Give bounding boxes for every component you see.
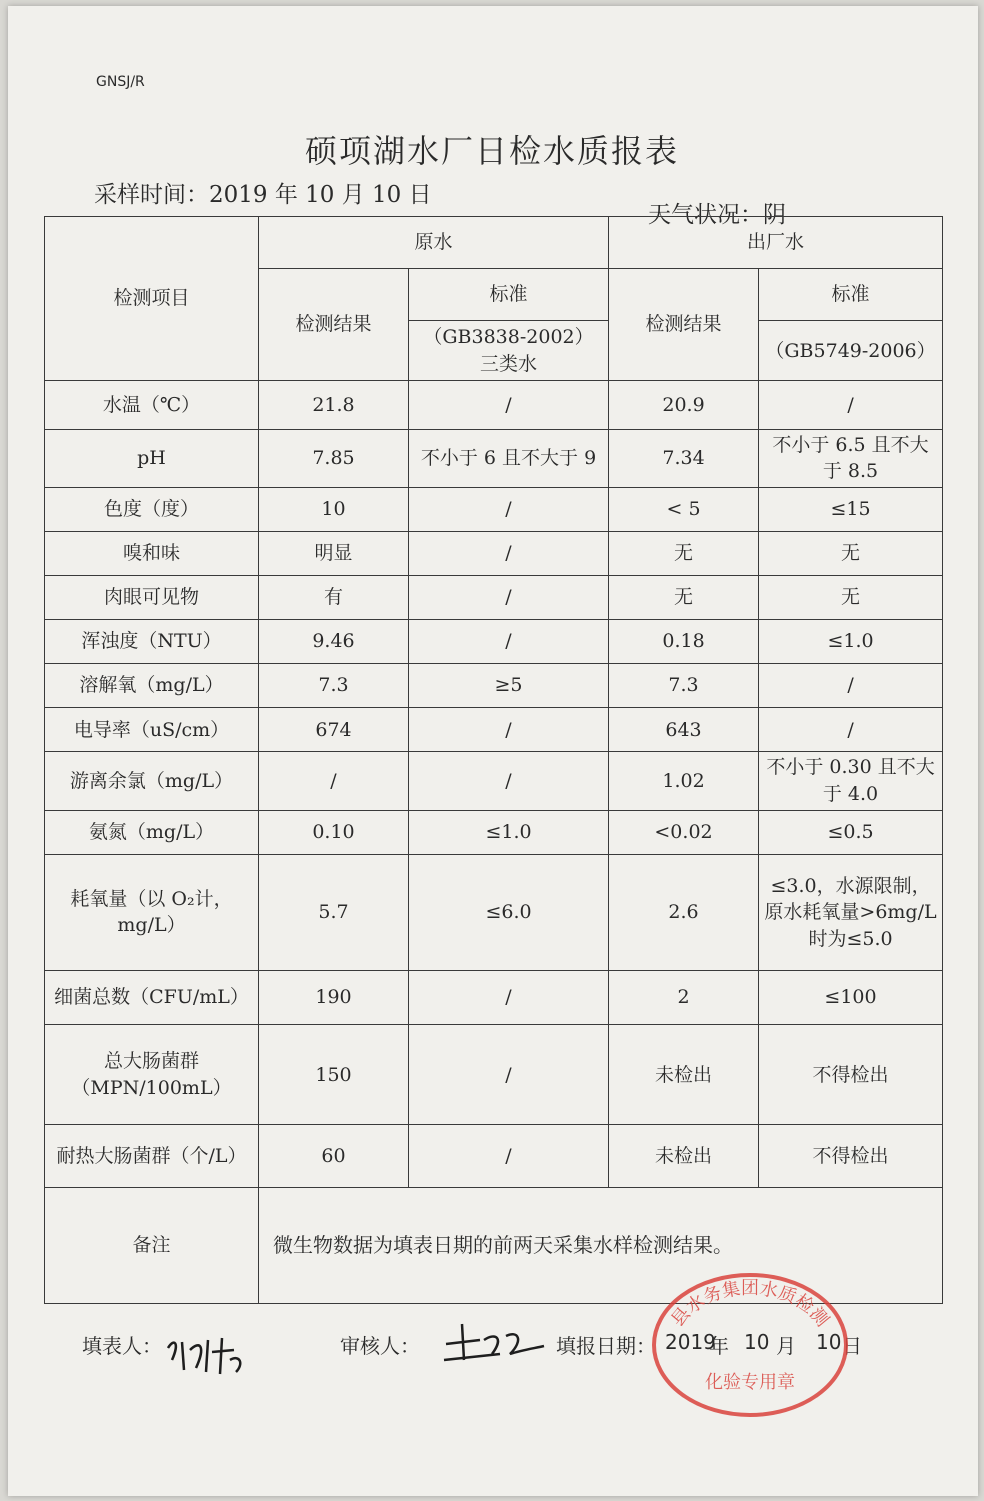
note-text: 微生物数据为填表日期的前两天采集水样检测结果。 — [259, 1187, 943, 1303]
cell-out-res: 7.3 — [609, 664, 759, 708]
table-row — [45, 854, 943, 970]
cell-raw-res: 10 — [259, 487, 409, 531]
cell-raw-std: / — [409, 487, 609, 531]
cell-raw-res: 150 — [259, 1025, 409, 1125]
date-year: 2019 — [665, 1330, 716, 1354]
table-row — [45, 752, 943, 810]
cell-out-std: ≤0.5 — [759, 810, 943, 854]
filler-signature — [160, 1320, 250, 1380]
table-row — [45, 708, 943, 752]
cell-out-std: / — [759, 664, 943, 708]
cell-out-res: 无 — [609, 531, 759, 575]
cell-item: 电导率（uS/cm） — [45, 708, 259, 752]
cell-out-std: ≤3.0，水源限制，原水耗氧量>6mg/L 时为≤5.0 — [759, 854, 943, 970]
date-month-unit: 月 — [776, 1334, 796, 1358]
reviewer-signature — [440, 1310, 550, 1370]
cell-raw-std: / — [409, 1025, 609, 1125]
header-raw-standard-code — [409, 321, 609, 381]
official-stamp — [650, 1270, 850, 1420]
cell-out-res: 20.9 — [609, 381, 759, 429]
cell-raw-std: ≥5 — [409, 664, 609, 708]
table-row — [45, 487, 943, 531]
cell-raw-res: 0.10 — [259, 810, 409, 854]
cell-raw-res: 190 — [259, 971, 409, 1025]
header-out-standard-code: （GB5749-2006） — [759, 321, 943, 381]
date-month: 10 — [744, 1330, 770, 1354]
cell-raw-std: / — [409, 708, 609, 752]
cell-out-std: 无 — [759, 576, 943, 620]
cell-raw-res: 674 — [259, 708, 409, 752]
filler-label: 填表人： — [82, 1334, 162, 1358]
cell-raw-res: 有 — [259, 576, 409, 620]
cell-item: 嗅和味 — [45, 531, 259, 575]
cell-raw-res: 60 — [259, 1125, 409, 1187]
cell-raw-std: / — [409, 971, 609, 1025]
header-out-result: 检测结果 — [609, 269, 759, 381]
cell-out-std: 不小于 0.30 且不大于 4.0 — [759, 752, 943, 810]
header-raw-standard: 标准 — [409, 269, 609, 321]
cell-item: 耗氧量（以 O₂计，mg/L） — [45, 854, 259, 970]
raw-standard-class: 三类水 — [480, 352, 538, 375]
cell-item: 耐热大肠菌群（个/L） — [45, 1125, 259, 1187]
cell-out-std: 无 — [759, 531, 943, 575]
cell-out-std: ≤100 — [759, 971, 943, 1025]
header-out-water: 出厂水 — [609, 217, 943, 269]
cell-raw-std: ≤6.0 — [409, 854, 609, 970]
cell-out-res: 无 — [609, 576, 759, 620]
cell-item: pH — [45, 429, 259, 487]
cell-out-res: <0.02 — [609, 810, 759, 854]
cell-out-res: 未检出 — [609, 1125, 759, 1187]
cell-item: 溶解氧（mg/L） — [45, 664, 259, 708]
cell-out-std: 不得检出 — [759, 1125, 943, 1187]
cell-item: 游离余氯（mg/L） — [45, 752, 259, 810]
date-label: 填报日期： — [556, 1334, 656, 1358]
document-code: GNSJ/R — [96, 74, 145, 90]
table-row — [45, 429, 943, 487]
cell-out-std: 不得检出 — [759, 1025, 943, 1125]
cell-item: 水温（℃） — [45, 381, 259, 429]
cell-raw-res: 7.85 — [259, 429, 409, 487]
cell-raw-res: / — [259, 752, 409, 810]
water-quality-table — [44, 216, 943, 1304]
date-day-unit: 日 — [842, 1334, 862, 1358]
cell-out-res: 未检出 — [609, 1025, 759, 1125]
cell-raw-std: ≤1.0 — [409, 810, 609, 854]
cell-out-res: 643 — [609, 708, 759, 752]
cell-out-std: 不小于 6.5 且不大于 8.5 — [759, 429, 943, 487]
sample-time: 采样时间：2019 年 10 月 10 日 — [94, 182, 432, 208]
table-row — [45, 381, 943, 429]
cell-item: 氨氮（mg/L） — [45, 810, 259, 854]
cell-raw-std: / — [409, 1125, 609, 1187]
header-item: 检测项目 — [45, 217, 259, 381]
table-row — [45, 576, 943, 620]
cell-raw-std: / — [409, 620, 609, 664]
raw-standard-code: （GB3838-2002） — [423, 326, 594, 349]
cell-raw-std: / — [409, 381, 609, 429]
cell-out-res: 0.18 — [609, 620, 759, 664]
header-out-standard: 标准 — [759, 269, 943, 321]
cell-item: 肉眼可见物 — [45, 576, 259, 620]
cell-raw-res: 7.3 — [259, 664, 409, 708]
table-row — [45, 1125, 943, 1187]
note-label: 备注 — [45, 1187, 259, 1303]
cell-item: 色度（度） — [45, 487, 259, 531]
cell-raw-res: 9.46 — [259, 620, 409, 664]
table-row — [45, 531, 943, 575]
cell-raw-res: 21.8 — [259, 381, 409, 429]
cell-out-std: / — [759, 381, 943, 429]
cell-raw-res: 明显 — [259, 531, 409, 575]
cell-item: 总大肠菌群（MPN/100mL） — [45, 1025, 259, 1125]
cell-out-std: ≤15 — [759, 487, 943, 531]
cell-raw-std: / — [409, 752, 609, 810]
stamp-text: 县水务集团水质检测 — [667, 1278, 833, 1331]
header-raw-water: 原水 — [259, 217, 609, 269]
cell-out-res: 2.6 — [609, 854, 759, 970]
cell-out-std: ≤1.0 — [759, 620, 943, 664]
table-row — [45, 971, 943, 1025]
table-row — [45, 664, 943, 708]
cell-item: 浑浊度（NTU） — [45, 620, 259, 664]
cell-out-res: 1.02 — [609, 752, 759, 810]
reviewer-label: 审核人： — [340, 1334, 420, 1358]
cell-raw-std: / — [409, 576, 609, 620]
table-row — [45, 810, 943, 854]
header-raw-result: 检测结果 — [259, 269, 409, 381]
cell-raw-res: 5.7 — [259, 854, 409, 970]
date-year-unit: 年 — [709, 1334, 729, 1358]
cell-raw-std: 不小于 6 且不大于 9 — [409, 429, 609, 487]
cell-out-std: / — [759, 708, 943, 752]
cell-out-res: 2 — [609, 971, 759, 1025]
svg-text:县水务集团水质检测 — [667, 1278, 833, 1331]
table-row — [45, 620, 943, 664]
stamp-subtext: 化验专用章 — [705, 1372, 795, 1393]
date-day: 10 — [816, 1330, 842, 1354]
cell-item: 细菌总数（CFU/mL） — [45, 971, 259, 1025]
weather: 天气状况：阴 — [648, 202, 786, 228]
cell-out-res: < 5 — [609, 487, 759, 531]
table-row — [45, 1025, 943, 1125]
cell-out-res: 7.34 — [609, 429, 759, 487]
report-title: 硕项湖水厂日检水质报表 — [304, 132, 679, 170]
cell-raw-std: / — [409, 531, 609, 575]
